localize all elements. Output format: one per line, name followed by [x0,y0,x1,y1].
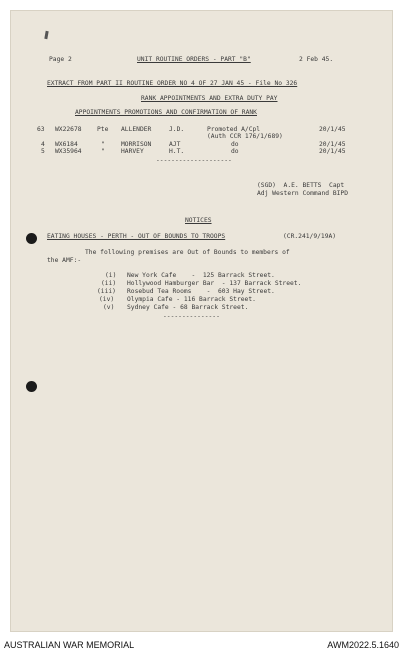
row-no: 63 [37,126,45,133]
row-no: 4 [41,141,45,148]
notices-heading: NOTICES [185,217,212,224]
pen-mark [44,31,48,39]
action: do [231,141,239,148]
effective-date: 20/1/45 [319,141,346,148]
item-text: Sydney Cafe - 68 Barrack Street. [127,304,249,311]
service-number: WX6184 [55,141,78,148]
item-text: Olympia Cafe - 116 Barrack Street. [127,296,256,303]
item-text: Hollywood Hamburger Bar - 137 Barrack Street. [127,280,302,287]
surname: MORRISON [121,141,152,148]
rank: " [101,141,105,148]
punch-hole [26,233,37,244]
rank: " [101,148,105,155]
document-date: 2 Feb 45. [299,56,334,63]
action: do [231,148,239,155]
item-number: (i) [105,272,117,279]
item-number: (iii) [97,288,116,295]
initials: J.D. [169,126,185,133]
extract-line: EXTRACT FROM PART II ROUTINE ORDER NO 4 OF 27 JAN 45 - File No 326 [47,80,298,87]
notice-heading: EATING HOUSES - PERTH - OUT OF BOUNDS TO TROOPS [47,233,226,240]
initials: H.T. [169,148,185,155]
subsection-title: APPOINTMENTS PROMOTIONS AND CONFIRMATION OF RANK [75,109,257,116]
row-no: 5 [41,148,45,155]
notice-intro-cont: the AMF:- [47,257,82,264]
initials: AJT [169,141,181,148]
footer-accession: AWM2022.5.1640 [327,640,399,650]
item-text: New York Cafe - 125 Barrack Street. [127,272,275,279]
item-number: (v) [103,304,115,311]
document-title: UNIT ROUTINE ORDERS - PART "B" [137,56,251,63]
document-page [10,10,393,632]
surname: ALLENDER [121,126,152,133]
section-title: RANK APPOINTMENTS AND EXTRA DUTY PAY [141,95,278,102]
surname: HARVEY [121,148,144,155]
effective-date: 20/1/45 [319,148,346,155]
action: (Auth CCR 176/1/689) [207,133,283,140]
item-text: Rosebud Tea Rooms - 603 Hay Street. [127,288,275,295]
service-number: WX22678 [55,126,82,133]
divider: --------------- [163,313,220,320]
notice-reference: (CR.241/9/19A) [283,233,337,240]
punch-hole [26,381,37,392]
service-number: WX35964 [55,148,82,155]
page-number: Page 2 [49,56,72,63]
footer-credit: AUSTRALIAN WAR MEMORIAL [4,640,135,650]
notice-intro: The following premises are Out of Bounds to members of [85,249,290,256]
action: Promoted A/Cpl [207,126,261,133]
item-number: (iv) [99,296,115,303]
signature-line: (SGD) A.E. BETTS Capt [257,182,345,189]
divider: -------------------- [156,157,232,164]
effective-date: 20/1/45 [319,126,346,133]
item-number: (ii) [101,280,117,287]
rank: Pte [97,126,109,133]
signature-title: Adj Western Command BIPD [257,190,348,197]
